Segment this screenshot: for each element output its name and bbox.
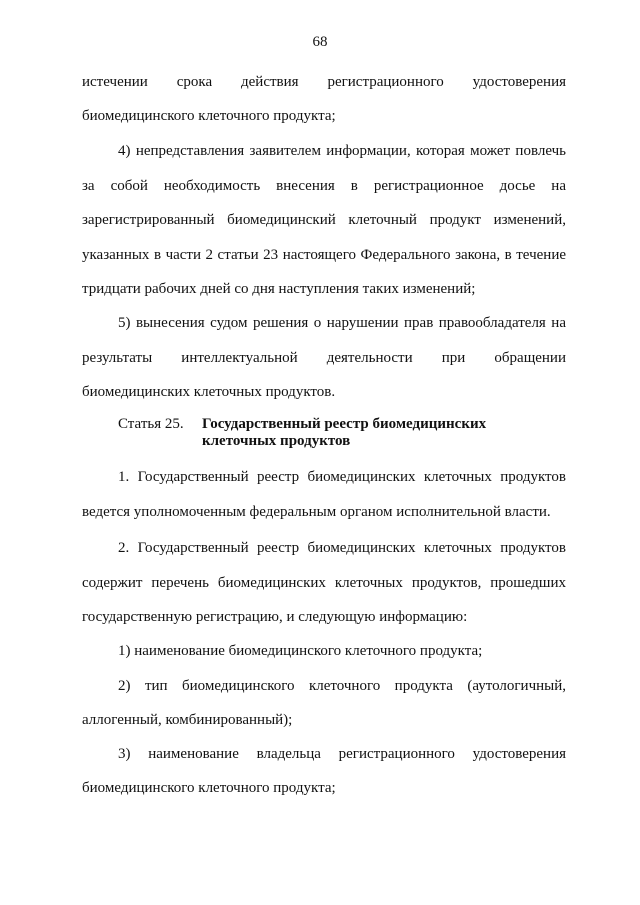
text-line-9: результаты интеллектуальной деятельности при обращении xyxy=(82,350,566,366)
text-line-11: 1. Государственный реестр биомедицинских клеточных продуктов xyxy=(118,469,566,485)
text-line-3: 4) непредставления заявителем информации, которая может повлечь xyxy=(118,143,566,159)
article-number: Статья 25. xyxy=(118,416,184,432)
text-line-17: 2) тип биомедицинского клеточного продукта (аутологичный, xyxy=(118,678,566,694)
article-title-line-2: клеточных продуктов xyxy=(202,433,351,449)
text-line-1: истечении срока действия регистрационного удостоверения xyxy=(82,74,566,90)
text-line-18: аллогенный, комбинированный); xyxy=(82,712,293,728)
text-line-8: 5) вынесения судом решения о нарушении прав правообладателя на xyxy=(118,315,566,331)
article-title xyxy=(202,416,542,450)
page-number: 68 xyxy=(312,34,328,50)
text-line-16: 1) наименование биомедицинского клеточного продукта; xyxy=(118,643,483,659)
text-line-5: зарегистрированный биомедицинский клеточный продукт изменений, xyxy=(82,212,566,228)
text-line-12: ведется уполномоченным федеральным органом исполнительной власти. xyxy=(82,504,551,520)
text-line-4: за собой необходимость внесения в регистрационное досье на xyxy=(82,178,566,194)
text-line-19: 3) наименование владельца регистрационного удостоверения xyxy=(118,746,566,762)
article-title-line-1: Государственный реестр биомедицинских xyxy=(202,416,487,432)
text-line-13: 2. Государственный реестр биомедицинских клеточных продуктов xyxy=(118,540,566,556)
text-line-10: биомедицинских клеточных продуктов. xyxy=(82,384,336,400)
text-line-2: биомедицинского клеточного продукта; xyxy=(82,108,336,124)
text-line-14: содержит перечень биомедицинских клеточных продуктов, прошедших xyxy=(82,575,566,591)
text-line-7: тридцати рабочих дней со дня наступления таких изменений; xyxy=(82,281,476,297)
text-line-20: биомедицинского клеточного продукта; xyxy=(82,780,336,796)
text-line-6: указанных в части 2 статьи 23 настоящего Федерального закона, в течение xyxy=(82,247,566,263)
text-line-15: государственную регистрацию, и следующую информацию: xyxy=(82,609,468,625)
